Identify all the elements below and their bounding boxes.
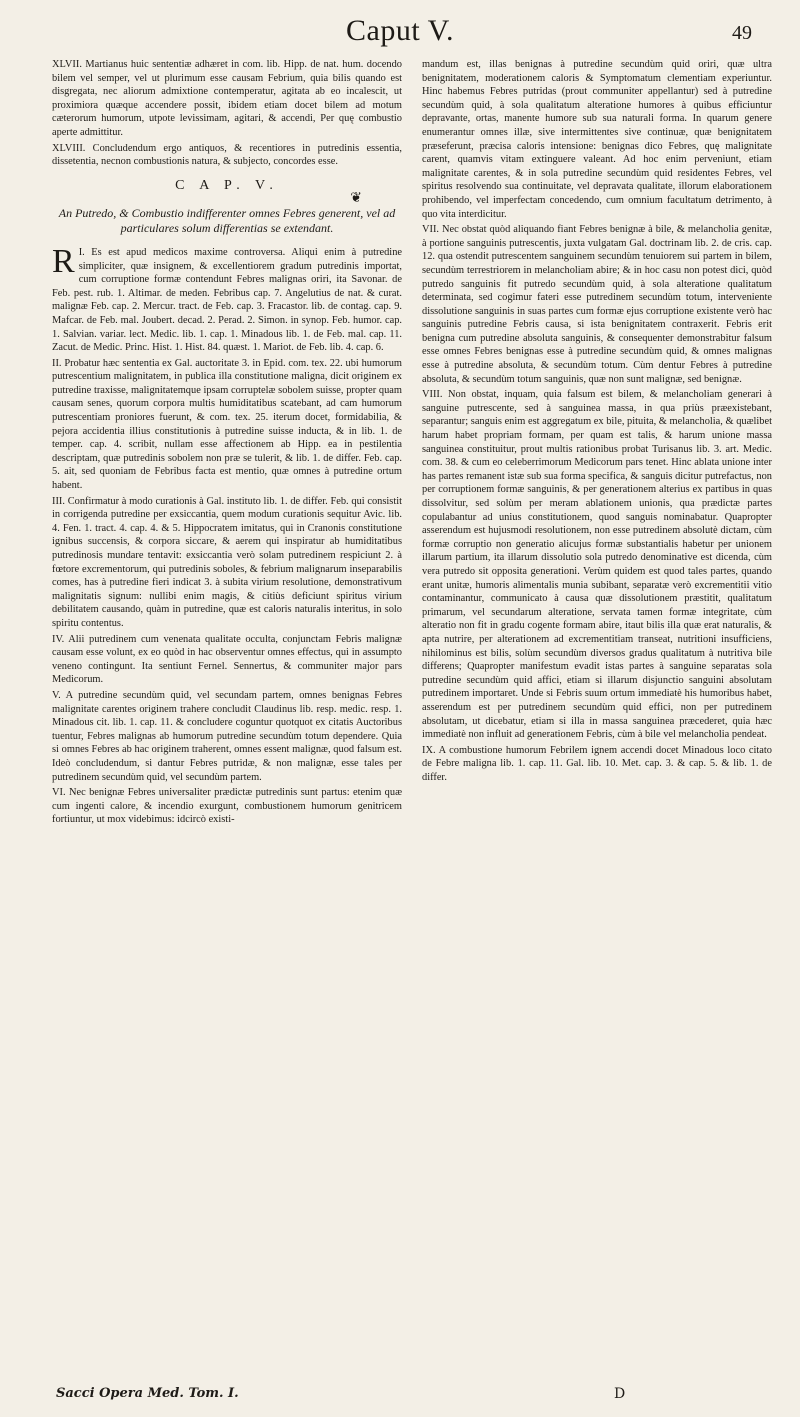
paragraph-xlviii: XLVIII. Concludendum ergo antiquos, & recentiores in putredinis essentia, dissetentia, necnon combustionis natura, & subjecto, concordes esse. xyxy=(52,142,402,168)
chapter-title: Caput V. xyxy=(346,14,454,47)
paragraph-ii: II. Probatur hæc sententia ex Gal. auctoritate 3. in Epid. com. tex. 22. ubi humorum putrescentium malignitatem, in publica illa constitutione maligna, dicit originem ex putredine traxisse, malignitatemque ipsam corruptelæ sobolem suisse, propter quam causam senes, quorum corpora multis humiditatibus scatebant, ad cam humorum putrescentiam proniores fuerunt, & com. tex. 25. iterum docet, formidabilia, & pejora accidentia illius constitutionis à putredine suisse inducta, & in lib. 1. de temper. cap. 4. scribit, nullam esse affectionem ab Hipp. ea in pestilentia descriptam, quæ putredinis sobolem non præ se tulerit, & lib. 1. de differ. Feb. cap. 5. ait, sed quoniam de Febribus facta est mentio, quæ omnes à putredine ortum habent. xyxy=(52,357,402,492)
chapter-heading: C A P. V. xyxy=(175,177,279,193)
paragraph-vii: VII. Nec obstat quòd aliquando fiant Febres benignæ à bile, & melancholia genitæ, à portione sanguinis putrescentis, juxta vulgatam Gal. doctrinam lib. 2. de cris. cap. 12. qua ostendit putrescentem sanguinem secundùm tenuiorem sui partem in bilem, secundùm terrestriorem in melancholiam abire; & in hoc casu non potest dici, quòd putredo sanguinis fit putredo secundùm quid, à sola alteratione qualitatum determinata, sed cogimur fateri esse putredinem secundùm totum, interveniente dissolutione sanguinis in suas partes cum formæ ejus corruptione existente verò hac sanguinis putredine Febris causa, si ista benignitatem contraxerit. Febris erit benigna cum putredine absoluta sanguinis, & consequenter demonstrabitur falsum esse omnes Febres benignas esse à putredine secundùm quid, & omnes malignas esse à putredine absoluta, & secundùm totum. Cùm dentur Febres à putredine absoluta, & secundùm totum sanguinis, quæ non sunt malignæ, sed benignæ. xyxy=(422,224,772,385)
paragraph-i-text: I. Es est apud medicos maxime controversa. Aliqui enim à putredine simpliciter, quæ insignem, & excellentiorem gradum putredinis importat, cum corruptione formæ contendunt Febres malignas oriri, ita Savonar. de Feb. pest. rub. 1. Altimar. de meden. Febribus cap. 7. Angelutius de nat. & curat. malignæ Feb. cap. 2. Mercur. tract. de Feb. cap. 3. Fracastor. lib. de contag. cap. 9. Mafcar. de Feb. mal. Joubert. decad. 2. Perad. 2. Simon. in synop. Feb. humor. cap. 1. Salvian. variar. lect. Medic. lib. 1. cap. 1. Minadous lib. 1. de Feb. mal. cap. 11. Zacut. de Medic. Princ. Hist. 1. Hist. 84. quæst. 1. Mariot. de Feb. lib. 4. cap. 6. xyxy=(52,246,402,354)
fleuron-icon: ❦ xyxy=(350,191,362,207)
page-number: 49 xyxy=(732,22,752,44)
paragraph-iii: III. Confirmatur à modo curationis à Gal. instituto lib. 1. de differ. Feb. qui consistit in corrigenda putredine per exsiccantia, quem modum curationis sequitur Avic. lib. 4. Fen. 1. tract. 4. cap. 4. & 5. Hippocratem imitatus, qui in Cranonis constitutione ignibus succensis, & corpora siccare, & aerem qui inspiratur ab humiditatibus putredinosis mundare tentavit: exsiccantia verò solam putredinem respiciunt 2. à fœtore excrementorum, qui putredinis soboles, & febrium malignarum inseparabilis comes, has à putredine fieri indicat 3. à subita virium resolutione, demonstrativum malignitatis signum: nullibi enim magis, & citiùs deficiunt spiritus virium debilitatem causando, quàm in putredine, quæ est caloris naturalis interitus, in solo spiritu contentus. xyxy=(52,495,402,629)
paragraph-viii: VIII. Non obstat, inquam, quia falsum est bilem, & melancholiam generari à sanguine putrescente, sed à sanguinea massa, in qua priùs præexistebant, separantur; sanguis enim est aggregatum ex bile, pituita, & melancholia, & quælibet harum habet propriam formam, per quam est talis, & harum unione massa sanguinea constituitur, prout multis rationibus probat Turisanus lib. 3. art. Medic. com. 38. & cum eo celeberrimorum Medicorum pars tenet. Hinc ablata unione inter has partes remanent istæ sub sua forma specifica, & sanguis dicitur putrefactus, non per corruptionem formæ sanguinis, & per generationem alterius ex partibus in quas dissolvitur, sed solùm per meram ablationem unionis, qua prædictæ partes copulabantur ad unius constitutionem, quod sanguis nominabatur. Quapropter asserendum est hujusmodi resolutionem, non esse putredinem absolutè dictam, cùm formæ corruptio non generatio alicujus formæ substantialis habetur per unionem illarum partium, ita illarum dissolutio sola putredo denominative est dicenda, cùm vera putredo sit opposita generationi. Verùm quidem est quod tales partes, quando erant unitæ, humoris alimentalis munia subibant, separatæ verò excrementitii vitio contaminantur, communicato à causa quæ dissolutionem præstitit, qualitatum primarum, vel secundarum alteratione, servata tamen formæ integritate, cùm alteratio non fit in gradu cogente formam abire, itaut bilis illa quæ erat naturalis, & apta nutrire, per alterationem ad excrementitiam transeat, nutritioni insufficiens, nihilominus est bilis, solùm secundùm diversos gradus qualitatum à nutritiva bile differens; Quapropter manifestum evadit istas partes à sanguine separatas sola putredine secundùm quid affici, etiam si illarum disjunctio sanguini absolutam putredinem importaret. Unde si Febris suum ortum immediatè his humoribus habet, asserendum est per putredinem secundùm quid effici, non per putredinem absolutam, ut dicebatur, etiam si illa in massa sanguinea præcederet, quia hæc immediatè non influit ad generationem Febris, cùm à bile vel melancholia pendeat. xyxy=(422,389,772,741)
right-column xyxy=(422,58,772,1398)
chapter-subtitle: An Putredo, & Combustio indifferenter omnes Febres generent, vel ad particulares solum differentias se extendant. xyxy=(58,205,396,235)
paragraph-i xyxy=(52,242,402,355)
running-head xyxy=(0,14,800,54)
signature-mark: D xyxy=(614,1386,626,1402)
paragraph-iv: IV. Alii putredinem cum venenata qualitate occulta, conjunctam Febris malignæ causam esse volunt, ex eo quòd in hac observentur omnes effectus, qui in assumpto veneno contingunt. Ita sentiunt Fernel. Sennertus, & communiter major pars Medicorum. xyxy=(52,633,402,686)
paragraph-xlvii: XLVII. Martianus huic sententiæ adhæret in com. lib. Hipp. de nat. hum. docendo bilem vel semper, vel ut plurimum esse causam Febrium, quia bilis quando est disgregata, nec aliorum admixtione contemperatur, agitata ab eo incalescit, ut proximiora quæque accendere possit, ibidem etiam docet bilem ad motum cæterorum humorum, utpote levissimam, agitari, & accendi, Per quę combustio aperte admittitur. xyxy=(52,59,402,138)
paragraph-ix: IX. A combustione humorum Febrilem ignem accendi docet Minadous loco citato de Febre maligna lib. 1. cap. 11. Gal. lib. 10. Met. cap. 3. & cap. 5. & lib. 1. de differ. xyxy=(422,744,772,783)
footer-imprint: Sacci Opera Med. Tom. I. xyxy=(56,1386,239,1401)
paragraph-vi: VI. Nec benignæ Febres universaliter prædictæ putredinis sunt partus: etenim quæ cum ingenti calore, & incendio exurgunt, combustionem humorum genitricem fortiuntur, ut mox videbimus: idcircò existi- xyxy=(52,787,402,826)
drop-capital: R xyxy=(52,242,75,280)
paragraph-v: V. A putredine secundùm quid, vel secundam partem, omnes benignas Febres malignitate carentes originem trahere concludit Claudinus lib. resp. medic. resp. 1. Minadous cit. lib. 1. cap. 11. & concludere coguntur quotquot ex citatis Auctoribus tuentur, Febres malignas ab humorum putredine secundùm totum dependere. Quia si omnes Febres ab hac originem traherent, omnes essent malignæ, quod falsum est. Ideò concludendum, si dantur Febres putridæ, & non malignæ, esse tales per putredinem secundùm quid, vel secundùm partem. xyxy=(52,689,402,783)
left-column xyxy=(52,58,402,1398)
paragraph-vi-cont: mandum est, illas benignas à putredine secundùm quid oriri, quæ ultra benignitatem, moderationem caloris & Symptomatum clementiam experiuntur. Hinc habemus Febres putridas (prout communiter appellantur) sed à putredine secundùm quid, à sola qualitatum alteratione humores à quibus efficiuntur depravante, ortas, manente humore sub sua naturali forma. In quarum genere enumerantur omnes illæ, sive intermittentes sive continuæ, quæ benignitatem præseferunt, præcisa caloris intensione: benignas dico Febres, quę malignitate carent, quamvis vitam extinguere valeant. Ad hoc enim perveniunt, etiam malignitate carentes, & in sola putredine secundùm quid residentes Febres, vel spiritus resolvendo sua continuitate, vel depravata qualitate, illorum elaborationem prohibendo, vel imperfectam concedendo, cum omnium facultatum detrimento, à quo vita interdicitur. xyxy=(422,59,772,220)
